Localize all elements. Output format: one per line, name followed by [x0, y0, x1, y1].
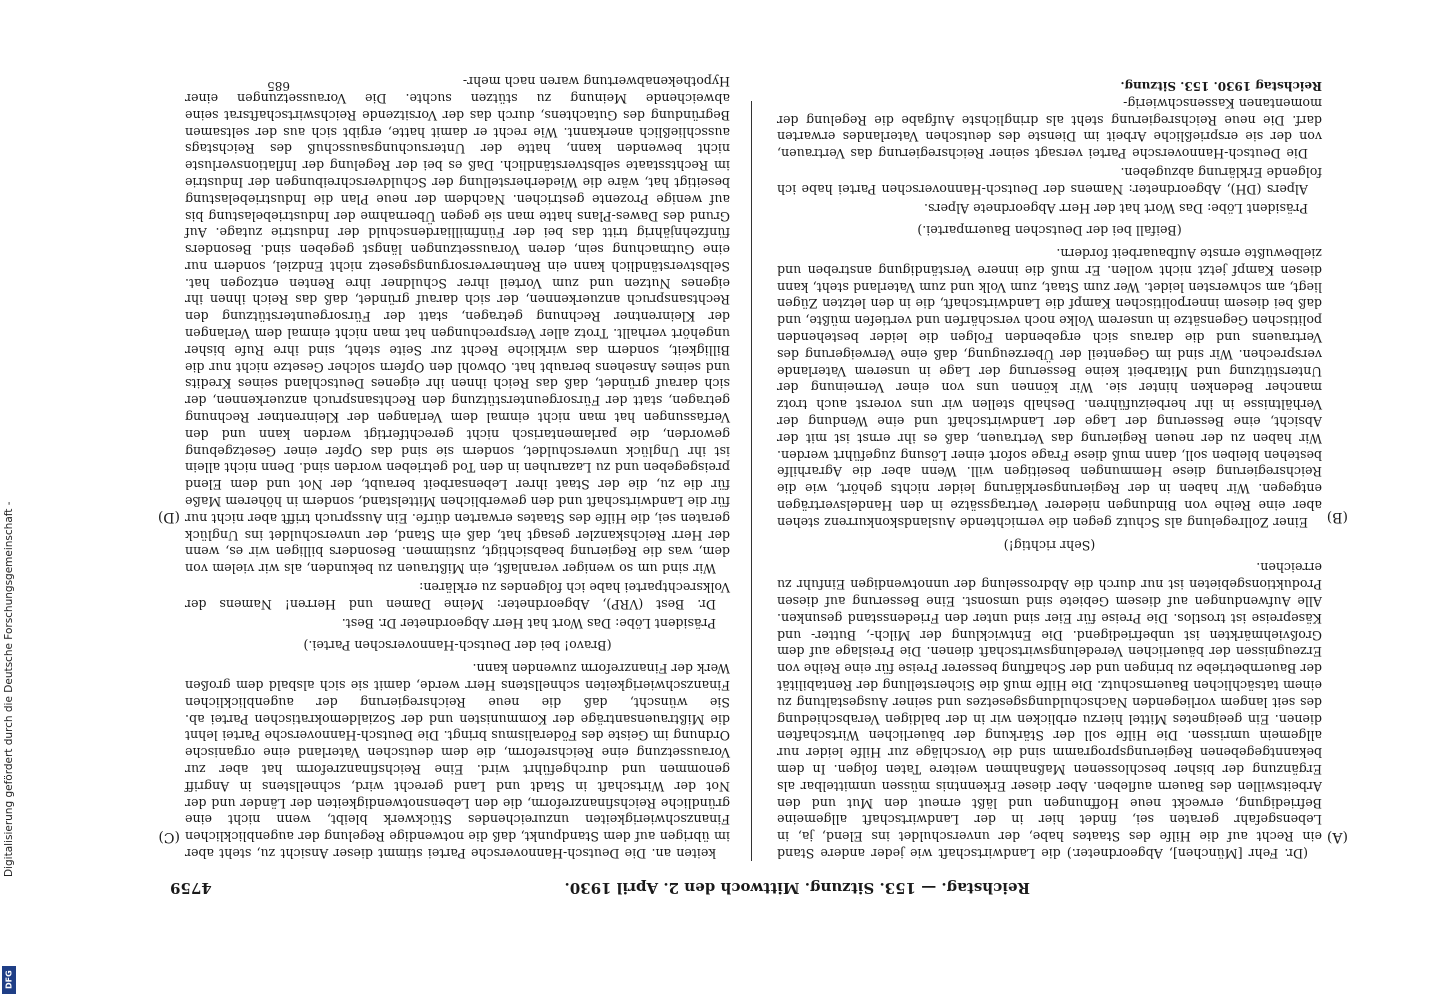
- running-head-title: Reichstag. — 153. Sitzung. Mittwoch den 2. April 1930.: [564, 879, 1030, 897]
- left-column: [776, 95, 1322, 861]
- scanned-page: [150, 60, 1350, 905]
- margin-letter-d: (D): [157, 509, 180, 525]
- paragraph: Wir sind um so weniger veranlaßt, ein Mißtrauen zu bekunden, als wir vielem von dem, was die Regierung beabsichtigt, zustimmen. Besonders billigen wir es, wenn der Herr Reichskanzler gesagt hat, daß ein Stand, der unverschuldet ins Unglück geraten sei, die Hilfe des Staates erwarten dürfe. Ein Ausspruch trifft aber nicht nur für die Landwirtschaft und den gewerblichen Mittelstand, sondern in höherem Maße für die zu, die der Staat ihrer Lebensarbeit beraubt, der Not und dem Elend preisgegeben und zu Lazaruhen in den Tod getrieben worden sind. Denn nicht allein ist ihr Unglück unverschuldet, sondern sie sind das Opfer einer Gesetzgebung geworden, die parlamentarisch nicht gerechtfertigt werden kann und den Verfassungen hat man nicht einmal dem Verlangen der Kleinrentner Rechnung getragen, statt der Fürsorgeunterstützung den Rechtsanspruch anzuerkennen, der sich darauf gründet, daß das Reich ihnen ihr eigenes Deutschland seines Kredits und seines Ansehens beraubt hat. Obwohl den Opfern solcher Gesetze nicht nur die Billigkeit, sondern das wirkliche Recht zur Seite steht, sind ihre Rufe bisher ungehört verhallt. Trotz aller Versprechungen hat man nicht einmal dem Verlangen der Kleinrentner Rechnung getragen, statt der Fürsorgeunterstützung den Rechtsanspruch anzuerkennen, der sich darauf gründet, daß das Reich ihnen ihr eigenes Nutzen und zum Vorteil ihrer Schuldner ihre Renten entzogen hat. Selbstverständlich kann ein Rentnerversorgungsgesetz nicht Endziel, sondern nur eine Gutmachung sein, deren Voraussetzungen längst gegeben sind. Besonders fünfzehnjährig tritt das bei der Fünfmilliardenschuld der Industrie zutage. Auf Grund des Dawes-Plans hatte man sie gegen Übernahme der Industriebelastung bis auf wenige Prozente gestrichen. Nachdem der neue Plan die Industriebelastung beseitigt hat, wäre die Wiederherstellung der Schuldverschreibungen der Industrie im Rechtsstaate selbstverständlich. Daß es bei der Regelung der Inflationsverluste nicht bewenden kann, hatte der Untersuchungsausschuß des Reichstags ausschließlich anerkannt. Wie recht er damit hatte, ergibt sich aus der seltsamen Begründung des Gutachtens, durch das der Vorsitzende Reichswirtschaftsrat seine abweichende Meinung zu stützen suchte. Die Voraussetzungen einer Hypothekenabwertung waren nach mehr-: [185, 74, 730, 577]
- interjection: (Bravo! bei der Deutsch-Hannoverschen Partei.): [303, 638, 612, 654]
- paragraph: Die Deutsch-Hannoversche Partei versagt seiner Reichsregierung das Vertrauen, von der sie ersprießliche Arbeit im Dienste des deutschen Vaterlandes erwarten darf. Die neue Reichsregierung steht als dringlichste Aufgabe die Regelung der momentanen Kassenschwierig-: [777, 95, 1322, 162]
- speaker-paragraph: Alpers (DH), Abgeordneter: Namens der Deutsch-Hannoverschen Partei habe ich folgende Erklärung abzugeben.: [777, 164, 1322, 197]
- interjection: (Beifall bei der Deutschen Bauernpartei.): [917, 223, 1182, 239]
- paragraph: Einer Zollregelung als Schutz gegen die vernichtende Auslandskonkurrenz stehen aber eine Reihe von Bindungen niederer Vertragssätze in den Handelsverträgen entgegen. Wir haben in der Regierungserklärung leider nichts gehört, wie die Reichsregierung diese Hemmungen beseitigen will. Wenn aber die Agrarhilfe bestehen bleiben soll, dann muß diese Frage sofort einer Lösung zugeführt werden. Wir haben zu der neuen Regierung das Vertrauen, daß es ihr ernst ist mit der Absicht, eine Besserung der Lage der Landwirtschaft und eine Wendung der Verhältnisse in ihr herbeizuführen. Deshalb stellen wir uns vorerst auch trotz mancher Bedenken hinter sie. Wir können uns von einer Verneinung der Unterstützung und Mitarbeit keine Besserung der Lage in unserem Vaterlande versprechen. Wir sind im Gegenteil der Überzeugung, daß eine Verweigerung des Vertrauens und die daraus sich ergebenden Folgen die leider bestehenden politischen Gegensätze in unserem Volke noch verschärfen und vertiefen müßte, und daß bei diesem innerpolitischen Kampf die Landwirtschaft, die in den letzten Zügen liegt, am schwersten leidet. Wer zum Staat, zum Volk und zum Vaterland steht, kann diesen Kampf jetzt nicht wollen. Er muß die innere Verständigung anstreben und zielbewußte ernste Aufbauarbeit fordern.: [777, 246, 1322, 530]
- margin-letter-b: (B): [1326, 509, 1348, 525]
- speaker-paragraph: Präsident Löbe: Das Wort hat der Herr Abgeordnete Alpers.: [924, 200, 1308, 216]
- margin-letter-c: (C): [158, 829, 180, 845]
- paragraph: keiten an. Die Deutsch-Hannoversche Partei stimmt dieser Ansicht zu, steht aber im übrigen auf dem Standpunkt, daß die notwendige Regelung der augenblicklichen Finanzschwierigkeiten unzureichendes Stückwerk bleibt, wenn nicht eine gründliche Reichsfinanzreform, die den Lebensnotwendigkeiten der Länder und der Not der Wirtschaft in Stadt und Land gerecht wird, schnellstens in Angriff genommen und durchgeführt wird. Eine Reichsfinanzreform hat aber zur Voraussetzung eine Reichsreform, die dem deutschen Vaterland eine organische Ordnung im Geiste des Föderalismus bringt. Die Deutsch-Hannoversche Partei lehnt die Mißtrauensanträge der Kommunisten und der Sozialdemokratischen Partei ab. Sie wünscht, daß die neue Reichsregierung der augenblicklichen Finanzschwierigkeiten schnellstens Herr werde, damit sie sich alsbald dem großen Werk der Finanzreform zuwenden kann.: [185, 661, 730, 861]
- column-divider: [751, 101, 752, 861]
- dfg-logo: DFG: [2, 966, 16, 994]
- running-head-page-number: 4759: [170, 879, 212, 897]
- speaker-paragraph: Präsident Löbe: Das Wort hat Herr Abgeordneter Dr. Best.: [341, 615, 716, 631]
- interjection: (Sehr richtig!): [1003, 537, 1096, 553]
- paragraph: (Dr. Fehr [München], Abgeordneter.) die Landwirtschaft wie jeder andere Stand ein Recht auf die Hilfe des Staates habe, der unverschuldet ins Elend, ja, in Lebensgefahr geraten sei, findet hier in der Landwirtschaft allgemeine Befriedigung, erweckt neue Hoffnungen und läßt erneut den Mut und den Arbeitswillen des Bauern aufleben. Aber dieser Erkenntnis müssen unmittelbar als Ergänzung der bisher beschlossenen Maßnahmen weitere Taten folgen. In dem bekanntgegebenen Regierungsprogramm sind die Vorschläge zur Hilfe leider nur allgemein umrissen. Die Hilfe soll der Stärkung der bäuerlichen Wirtschaften dienen. Ein geeignetes Mittel hierzu erblicken wir in der baldigen Verabschiedung des seit langem vorliegenden Nachschuldungsgesetzes und seiner Ausgestaltung zu einem tatsächlichen Bauernschutz. Die Hilfe muß die Sicherstellung der Rentabilität der Bauernbetriebe zu bringen und der Schaffung besserer Preise für eine Reihe von Erzeugnissen der bäuerlichen Veredelungswirtschaft dienen. Die Preislage auf dem Großviehmärkten ist unbefriedigend. Die Entwicklung der Milch-, Butter- und Käsepreise ist trostlos. Die Preise für Eier sind unter den Friedensstand gesunken. Alle Aufwendungen auf diesem Gebiete sind umsonst. Eine Besserung auf diesen Produktionsgebieten ist nur durch die Abdrosselung der unnotwendigen Einfuhr zu erreichen.: [776, 560, 1322, 861]
- speaker-paragraph: Dr. Best (VRP), Abgeordneter: Meine Damen und Herren! Namens der Volksrechtpartei habe ich folgendes zu erklären:: [185, 580, 730, 612]
- running-head: [170, 867, 1330, 897]
- footer-page-number: 685: [267, 79, 290, 93]
- margin-letter-a: (A): [1326, 829, 1348, 845]
- footer-signature: Reichstag 1930. 153. Sitzung.: [1120, 79, 1322, 93]
- funding-note: Digitalisierung gefördert durch die Deutsche Forschungsgemeinschaft -: [3, 501, 15, 877]
